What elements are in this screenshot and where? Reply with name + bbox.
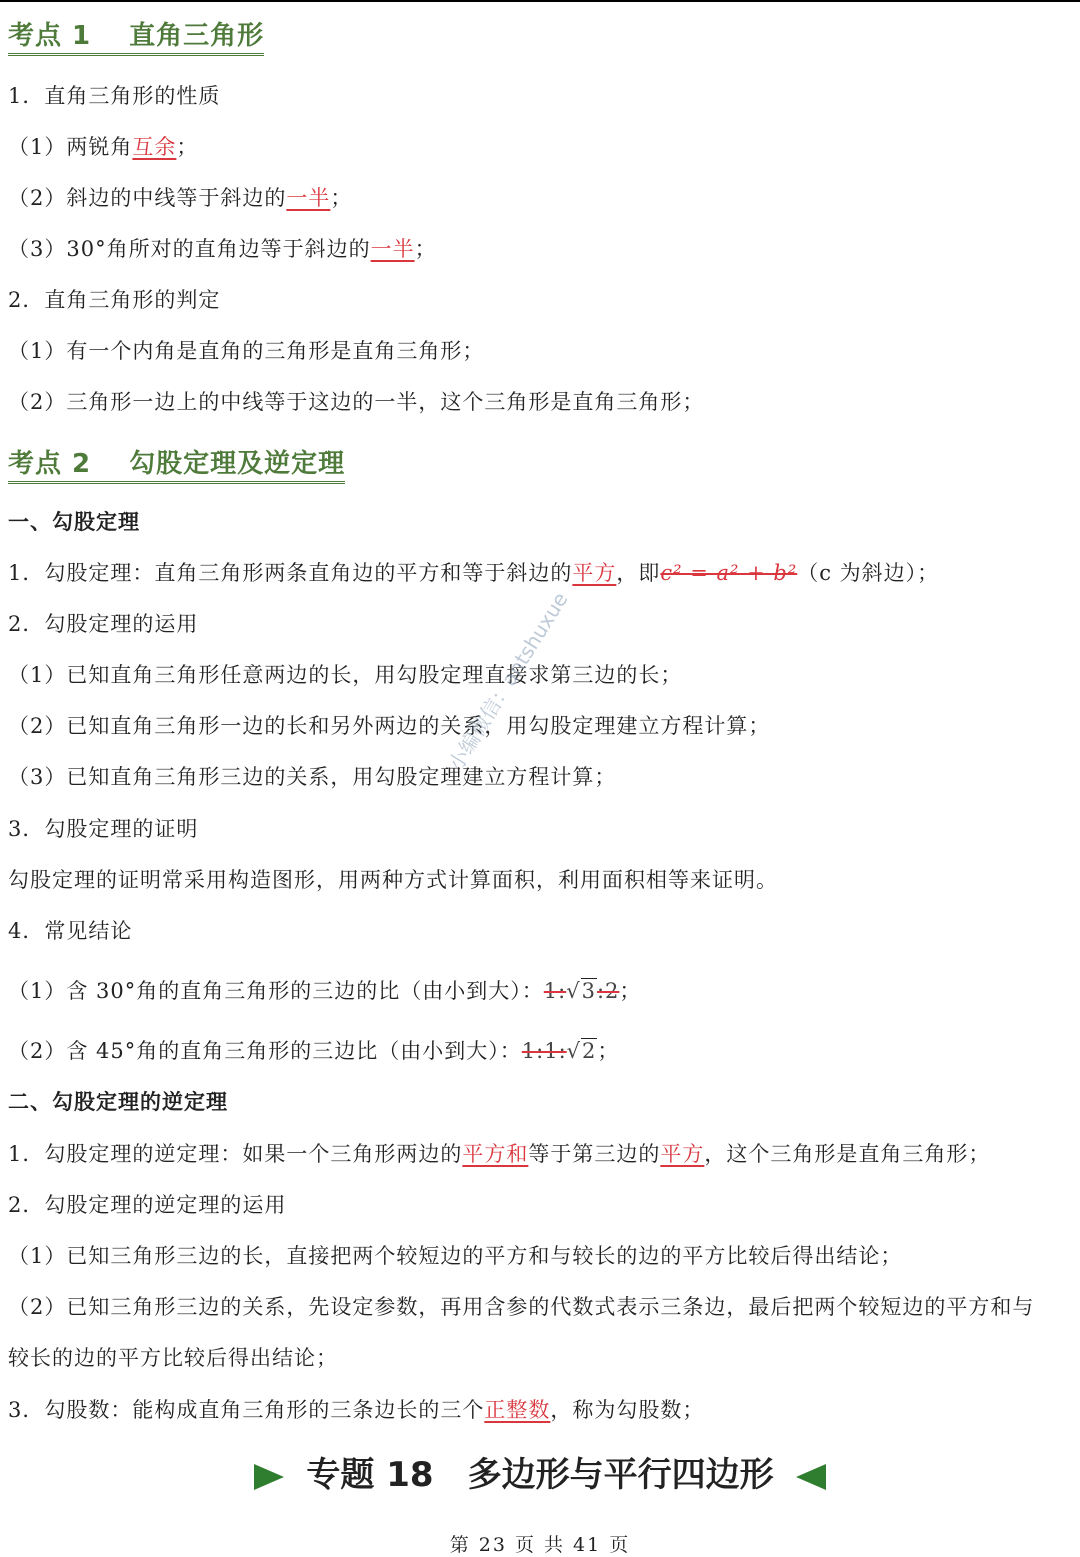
- answer-fill: 平方和: [462, 1142, 529, 1166]
- sqrt-symbol: √2: [566, 1039, 597, 1063]
- s2-line-a6: 4．常见结论: [8, 919, 133, 943]
- s2-line-a2: （2）已知直角三角形一边的长和另外两边的关系，用勾股定理建立方程计算；: [8, 714, 771, 738]
- s2-line-a5: 勾股定理的证明常采用构造图形，用两种方式计算面积，利用面积相等来证明。: [8, 868, 778, 892]
- s2-line-b0: 2．勾股定理的逆定理的运用: [8, 1193, 287, 1217]
- part1-heading: 一、勾股定理: [8, 510, 140, 534]
- s1-line-6: （2）三角形一边上的中线等于这边的一半，这个三角形是直角三角形；: [8, 390, 705, 414]
- part2-heading: 二、勾股定理的逆定理: [8, 1090, 228, 1114]
- answer-fill: 一半: [370, 237, 415, 261]
- s1-line-3: （3）30°角所对的直角边等于斜边的一半；: [8, 237, 437, 261]
- ratio-30-line: （1）含 30°角的直角三角形的三边的比（由小到大）：1:√3:2；: [8, 976, 641, 1006]
- topic-banner: [0, 1447, 1080, 1496]
- ratio-45-line: （2）含 45°角的直角三角形的三边比（由小到大）：1:1:√2；: [8, 1036, 619, 1066]
- watermark: 小编微信：antshuxue: [443, 587, 573, 775]
- s1-line-0: 1．直角三角形的性质: [8, 84, 221, 108]
- answer-fill: 正整数: [484, 1398, 551, 1422]
- s2-line-a4: 3．勾股定理的证明: [8, 817, 199, 841]
- section2-heading: [8, 448, 345, 484]
- page-number: 第 23 页 共 41 页: [449, 1534, 631, 1556]
- top-rule: [0, 0, 1080, 2]
- ratio-answer: 1:√3:2: [544, 979, 620, 1003]
- arrow-right-icon: [254, 1464, 284, 1490]
- s2-line-a0: 2．勾股定理的运用: [8, 612, 199, 636]
- s2-line-a3: （3）已知直角三角形三边的关系，用勾股定理建立方程计算；: [8, 765, 617, 789]
- banner-title: 多边形与平行四边形: [467, 1455, 774, 1495]
- section1-label: 考点 1: [8, 21, 92, 51]
- answer-fill: 平方: [660, 1142, 705, 1166]
- s2-line-b1: （1）已知三角形三边的长，直接把两个较短边的平方和与较长的边的平方比较后得出结论；: [8, 1244, 903, 1268]
- ratio-answer: 1:1:√2: [522, 1039, 598, 1063]
- pythagorean-numbers-line: 3．勾股数：能构成直角三角形的三条边长的三个正整数，称为勾股数；: [8, 1398, 705, 1422]
- s2-line-b2: （2）已知三角形三边的关系，先设定参数，再用含参的代数式表示三条边，最后把两个较短边的平方和与: [8, 1295, 1035, 1319]
- section1-heading: [8, 20, 264, 56]
- answer-fill: 平方: [572, 561, 617, 585]
- formula: c² = a² + b²: [660, 561, 798, 585]
- theorem-line: 1．勾股定理：直角三角形两条直角边的平方和等于斜边的平方，即c² = a² + b²（c 为斜边）；: [8, 561, 940, 585]
- sqrt-symbol: √3: [566, 979, 596, 1003]
- section1-title: 直角三角形: [129, 21, 265, 51]
- converse-line: 1．勾股定理的逆定理：如果一个三角形两边的平方和等于第三边的平方，这个三角形是直角三角形；: [8, 1142, 991, 1166]
- s1-line-4: 2．直角三角形的判定: [8, 288, 221, 312]
- answer-fill: 一半: [286, 186, 331, 210]
- s1-line-5: （1）有一个内角是直角的三角形是直角三角形；: [8, 339, 485, 363]
- s1-line-2: （2）斜边的中线等于斜边的一半；: [8, 186, 353, 210]
- section2-title: 勾股定理及逆定理: [129, 449, 346, 479]
- arrow-left-icon: [796, 1464, 826, 1490]
- answer-fill: 互余: [132, 135, 177, 159]
- s2-line-b3: 较长的边的平方比较后得出结论；: [8, 1346, 338, 1370]
- s1-line-1: （1）两锐角互余；: [8, 135, 199, 159]
- section2-label: 考点 2: [8, 449, 92, 479]
- s2-line-a1: （1）已知直角三角形任意两边的长，用勾股定理直接求第三边的长；: [8, 663, 683, 687]
- banner-label: 专题 18: [306, 1455, 434, 1495]
